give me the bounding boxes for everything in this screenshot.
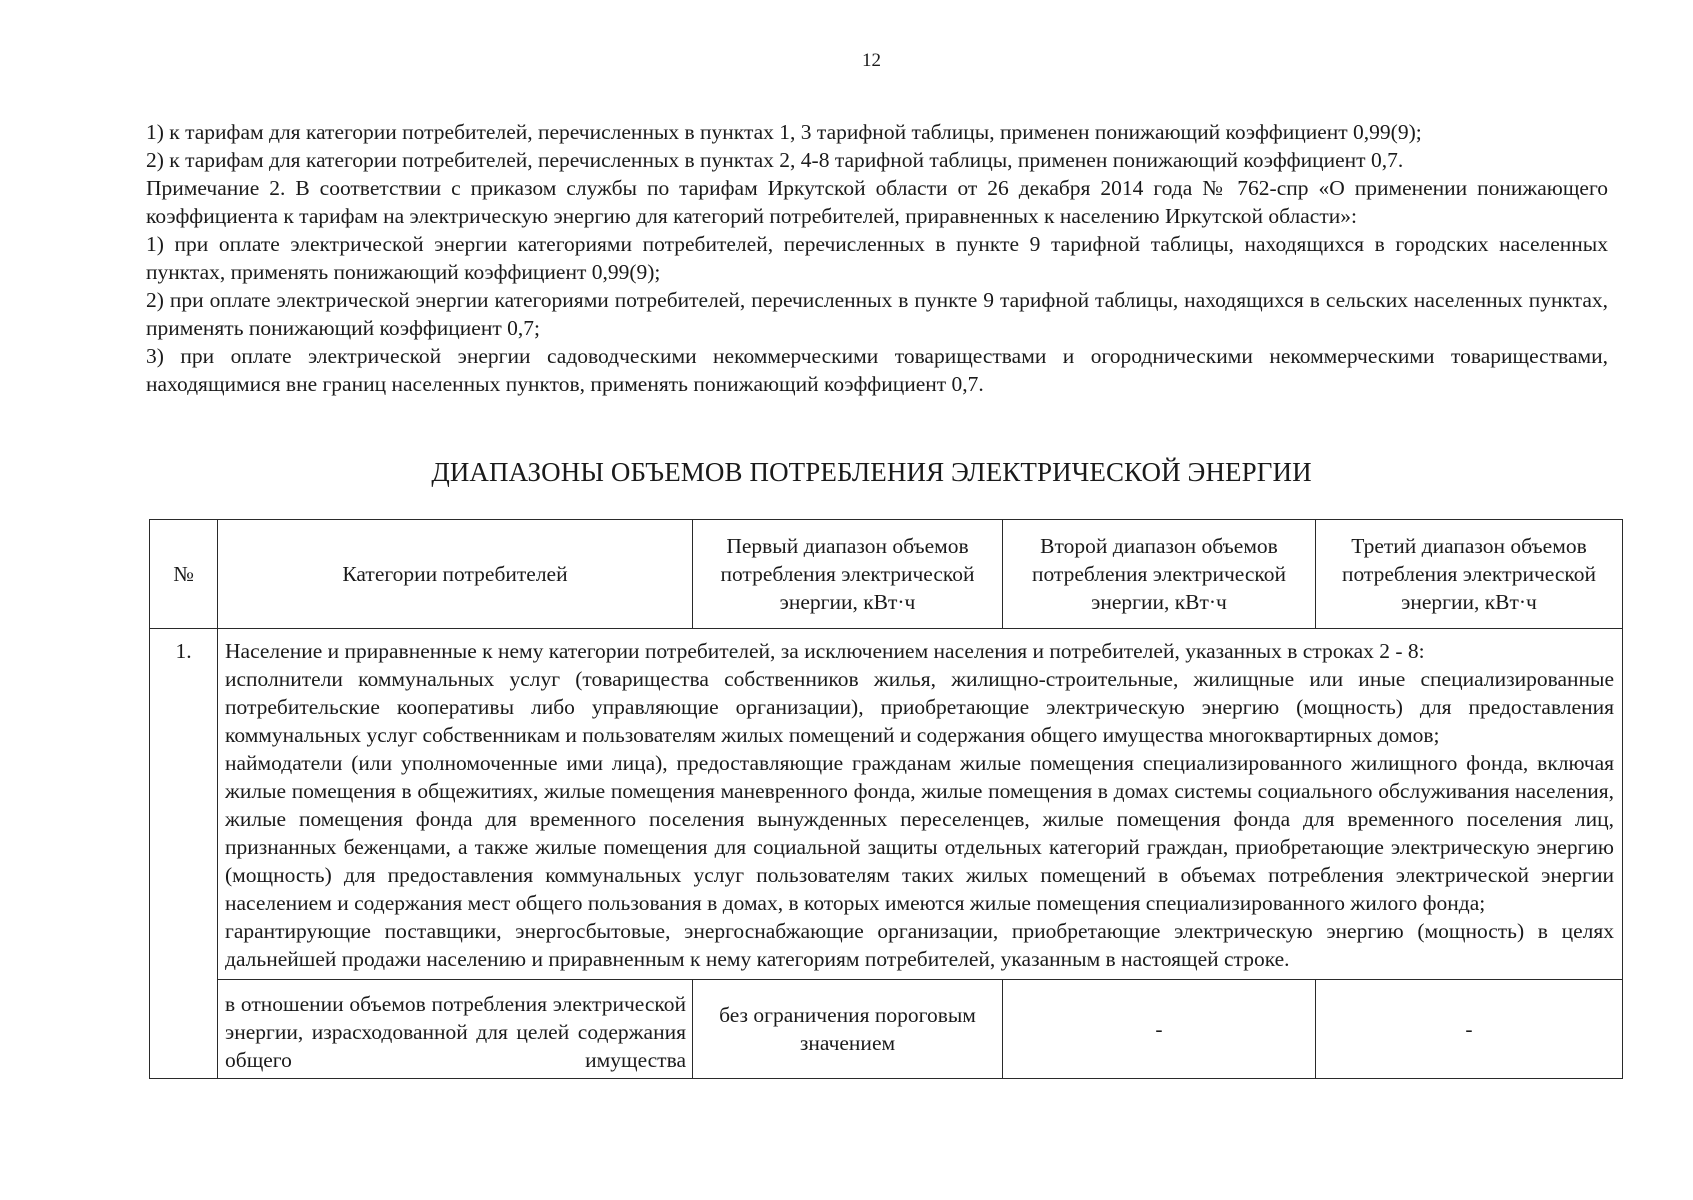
second-range-value: - xyxy=(1003,980,1316,1079)
notes-block xyxy=(146,118,1608,398)
note-paragraph: 2) при оплате электрической энергии категориями потребителей, перечисленных в пункте 9 тарифной таблицы, находящихся в сельских населенных пунктах, применять понижающий коэффициент 0,7; xyxy=(146,288,1608,340)
header-category: Категории потребителей xyxy=(218,520,693,629)
third-range-value: - xyxy=(1316,980,1623,1079)
note-paragraph: Примечание 2. В соответствии с приказом службы по тарифам Иркутской области от 26 декабря 2014 года № 762-спр «О применении понижающего коэффициента к тарифам на электрическую энергию для категорий потребителей, приравненных к населению Иркутской области»: xyxy=(146,176,1608,228)
subcategory-cell: в отношении объемов потребления электрической энергии, израсходованной для целей содержания общего имущества xyxy=(218,980,693,1079)
category-paragraph: Население и приравненные к нему категории потребителей, за исключением населения и потребителей, указанных в строках 2 - 8: xyxy=(225,639,1425,663)
note-paragraph: 2) к тарифам для категории потребителей, перечисленных в пунктах 2, 4-8 тарифной таблицы, применен понижающий коэффициент 0,7. xyxy=(146,148,1404,172)
category-paragraph: исполнители коммунальных услуг (товарищества собственников жилья, жилищно-строительные, жилищные или иные специализированные потребительские кооперативы либо управляющие организации), приобретающие электрическую энергию (мощность) для предоставления коммунальных услуг собственникам и пользователям жилых помещений и содержания общего имущества многоквартирных домов; xyxy=(225,667,1614,747)
note-paragraph: 1) при оплате электрической энергии категориями потребителей, перечисленных в пункте 9 тарифной таблицы, находящихся в городских населенных пунктах, применять понижающий коэффициент 0,99(9); xyxy=(146,232,1608,284)
category-paragraph: гарантирующие поставщики, энергосбытовые, энергоснабжающие организации, приобретающие электрическую энергию (мощность) в целях дальнейшей продажи населению и приравненным к нему категориям потребителей, указанным в настоящей строке. xyxy=(225,919,1614,971)
section-heading: ДИАПАЗОНЫ ОБЪЕМОВ ПОТРЕБЛЕНИЯ ЭЛЕКТРИЧЕСКОЙ ЭНЕРГИИ xyxy=(431,457,1312,487)
header-third-range: Третий диапазон объемов потребления электрической энергии, кВт·ч xyxy=(1316,520,1623,629)
note-paragraph: 1) к тарифам для категории потребителей, перечисленных в пунктах 1, 3 тарифной таблицы, применен понижающий коэффициент 0,99(9); xyxy=(146,120,1422,144)
row-number: 1. xyxy=(150,629,218,1079)
page-number: 12 xyxy=(862,50,881,71)
header-second-range: Второй диапазон объемов потребления электрической энергии, кВт·ч xyxy=(1003,520,1316,629)
note-paragraph: 3) при оплате электрической энергии садоводческими некоммерческими товариществами и огородническими некоммерческими товариществами, находящимися вне границ населенных пунктов, применять понижающий коэффициент 0,7. xyxy=(146,344,1608,396)
header-number: № xyxy=(150,520,218,629)
header-first-range: Первый диапазон объемов потребления электрической энергии, кВт·ч xyxy=(693,520,1003,629)
category-paragraph: наймодатели (или уполномоченные ими лица), предоставляющие гражданам жилые помещения специализированного жилищного фонда, включая жилые помещения в общежитиях, жилые помещения маневренного фонда, жилые помещения в домах системы социального обслуживания населения, жилые помещения фонда для временного поселения вынужденных переселенцев, жилые помещения фонда для временного поселения лиц, признанных беженцами, а также жилые помещения для социальной защиты отдельных категорий граждан, приобретающие электрическую энергию (мощность) для предоставления коммунальных услуг пользователям таких жилых помещений в объемах потребления электрической энергии населением и содержания мест общего пользования в домах, в которых имеются жилые помещения специализированного жилого фонда; xyxy=(225,751,1614,915)
first-range-value: без ограничения пороговым значением xyxy=(693,980,1003,1079)
table-row xyxy=(150,629,1623,980)
table-header-row xyxy=(150,520,1623,629)
table-row xyxy=(150,980,1623,1079)
category-description xyxy=(218,629,1623,980)
consumption-ranges-table xyxy=(149,519,1623,1079)
